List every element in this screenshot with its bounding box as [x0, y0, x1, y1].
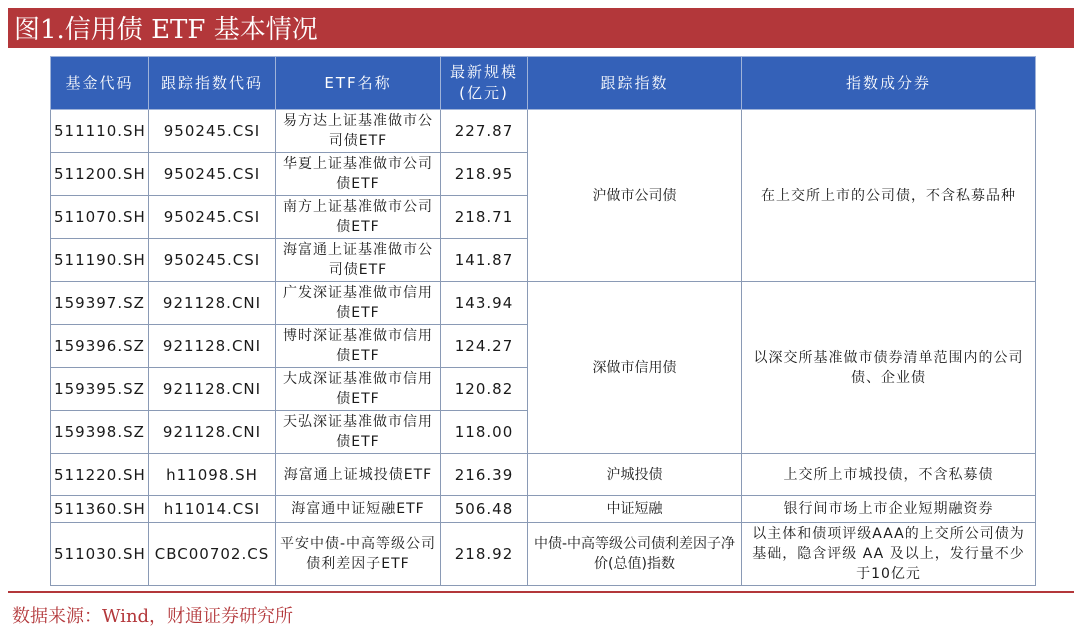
tracking-index-cell: 深做市信用债 — [528, 282, 742, 454]
index-code-cell: CBC00702.CS — [149, 523, 276, 586]
table-header-row — [51, 57, 1036, 110]
index-code-cell: h11014.CSI — [149, 496, 276, 523]
index-code-cell: h11098.SH — [149, 454, 276, 496]
source-divider — [8, 591, 1074, 593]
size-cell: 218.92 — [441, 523, 528, 586]
index-code-cell: 921128.CNI — [149, 325, 276, 368]
index-code-cell: 921128.CNI — [149, 411, 276, 454]
index-code-cell: 950245.CSI — [149, 239, 276, 282]
size-cell: 141.87 — [441, 239, 528, 282]
header-tracking-index: 跟踪指数 — [528, 57, 742, 110]
table-row — [51, 496, 1036, 523]
index-code-cell: 950245.CSI — [149, 153, 276, 196]
size-cell: 120.82 — [441, 368, 528, 411]
tracking-index-cell: 沪城投债 — [528, 454, 742, 496]
components-cell: 以主体和债项评级AAA的上交所公司债为基础，隐含评级 AA 及以上，发行量不少于10亿元 — [742, 523, 1036, 586]
figure-title-bar — [8, 8, 1074, 46]
fund-code-cell: 511030.SH — [51, 523, 149, 586]
header-components: 指数成分券 — [742, 57, 1036, 110]
size-cell: 143.94 — [441, 282, 528, 325]
table-row — [51, 282, 1036, 325]
fund-code-cell: 511360.SH — [51, 496, 149, 523]
table-row — [51, 454, 1036, 496]
etf-table — [50, 56, 1036, 586]
index-code-cell: 950245.CSI — [149, 196, 276, 239]
size-cell: 227.87 — [441, 110, 528, 153]
fund-code-cell: 159397.SZ — [51, 282, 149, 325]
tracking-index-cell: 中债-中高等级公司债利差因子净价(总值)指数 — [528, 523, 742, 586]
source-note: 数据来源：Wind，财通证券研究所 — [12, 606, 294, 627]
etf-name-cell: 平安中债-中高等级公司债利差因子ETF — [276, 523, 441, 586]
etf-name-cell: 易方达上证基准做市公司债ETF — [276, 110, 441, 153]
etf-name-cell: 海富通中证短融ETF — [276, 496, 441, 523]
size-cell: 218.71 — [441, 196, 528, 239]
fund-code-cell: 511190.SH — [51, 239, 149, 282]
fund-code-cell: 159396.SZ — [51, 325, 149, 368]
size-cell: 506.48 — [441, 496, 528, 523]
size-cell: 124.27 — [441, 325, 528, 368]
etf-name-cell: 华夏上证基准做市公司债ETF — [276, 153, 441, 196]
fund-code-cell: 511220.SH — [51, 454, 149, 496]
header-index-code: 跟踪指数代码 — [149, 57, 276, 110]
header-size: 最新规模 (亿元) — [441, 57, 528, 110]
etf-name-cell: 海富通上证城投债ETF — [276, 454, 441, 496]
title-underline — [8, 46, 1074, 48]
etf-name-cell: 大成深证基准做市信用债ETF — [276, 368, 441, 411]
tracking-index-cell: 沪做市公司债 — [528, 110, 742, 282]
etf-name-cell: 广发深证基准做市信用债ETF — [276, 282, 441, 325]
size-cell: 118.00 — [441, 411, 528, 454]
index-code-cell: 921128.CNI — [149, 368, 276, 411]
components-cell: 在上交所上市的公司债，不含私募品种 — [742, 110, 1036, 282]
components-cell: 以深交所基准做市债券清单范围内的公司债、企业债 — [742, 282, 1036, 454]
size-cell: 218.95 — [441, 153, 528, 196]
etf-name-cell: 海富通上证基准做市公司债ETF — [276, 239, 441, 282]
etf-name-cell: 博时深证基准做市信用债ETF — [276, 325, 441, 368]
index-code-cell: 950245.CSI — [149, 110, 276, 153]
header-etf-name: ETF名称 — [276, 57, 441, 110]
fund-code-cell: 159398.SZ — [51, 411, 149, 454]
etf-name-cell: 南方上证基准做市公司债ETF — [276, 196, 441, 239]
components-cell: 银行间市场上市企业短期融资券 — [742, 496, 1036, 523]
etf-name-cell: 天弘深证基准做市信用债ETF — [276, 411, 441, 454]
fund-code-cell: 159395.SZ — [51, 368, 149, 411]
tracking-index-cell: 中证短融 — [528, 496, 742, 523]
header-fund-code: 基金代码 — [51, 57, 149, 110]
components-cell: 上交所上市城投债，不含私募债 — [742, 454, 1036, 496]
table-row — [51, 523, 1036, 586]
size-cell: 216.39 — [441, 454, 528, 496]
fund-code-cell: 511200.SH — [51, 153, 149, 196]
fund-code-cell: 511110.SH — [51, 110, 149, 153]
figure-title: 图1.信用债 ETF 基本情况 — [14, 14, 318, 45]
table-row — [51, 110, 1036, 153]
index-code-cell: 921128.CNI — [149, 282, 276, 325]
fund-code-cell: 511070.SH — [51, 196, 149, 239]
